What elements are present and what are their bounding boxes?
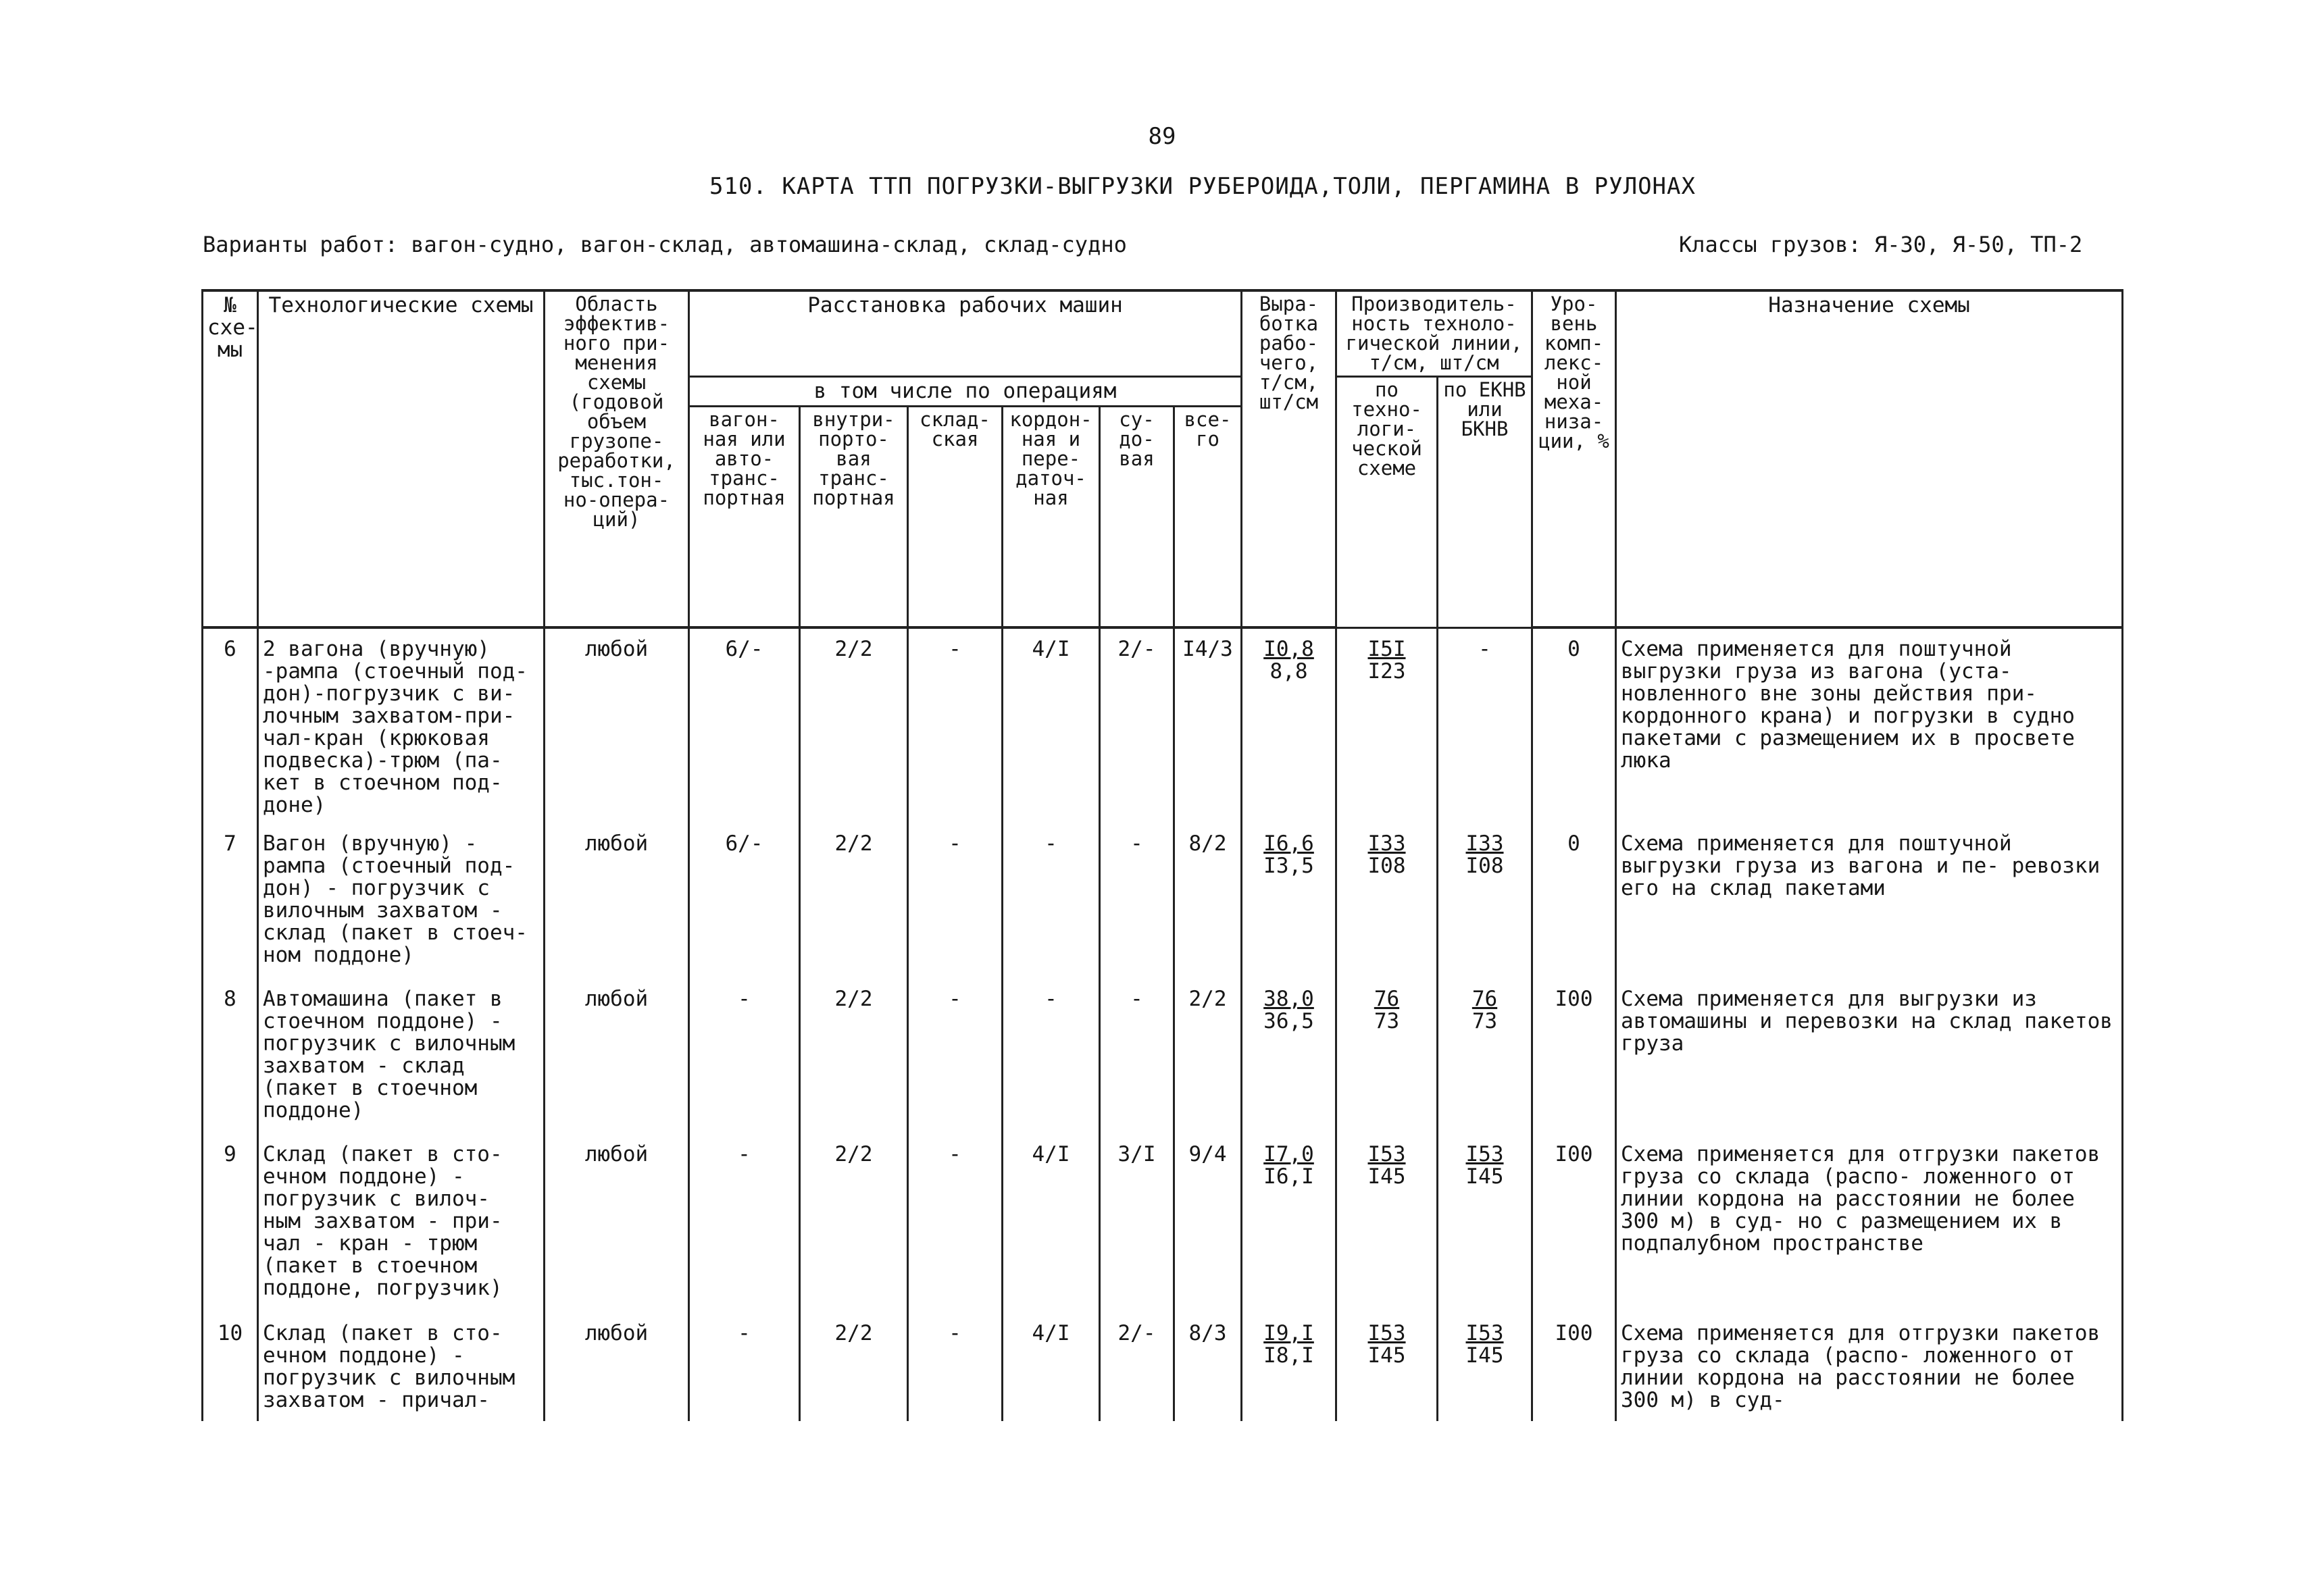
cordon-value: - bbox=[1003, 823, 1100, 979]
eknv-numerator: - bbox=[1478, 636, 1491, 661]
scheme-denominator: I45 bbox=[1367, 1164, 1406, 1189]
table-row bbox=[203, 823, 2123, 979]
eknv-numerator: I53 bbox=[1465, 1321, 1504, 1345]
scheme-number: 6 bbox=[203, 627, 258, 823]
page-number: 89 bbox=[1148, 123, 1176, 150]
total-value: 8/3 bbox=[1174, 1313, 1242, 1421]
productivity-by-scheme bbox=[1336, 1134, 1438, 1313]
intraport-value: 2/2 bbox=[800, 823, 908, 979]
scheme-number: 10 bbox=[203, 1313, 258, 1421]
intraport-value: 2/2 bbox=[800, 627, 908, 823]
productivity-by-eknv bbox=[1438, 627, 1532, 823]
productivity-by-eknv bbox=[1438, 1313, 1532, 1421]
mechanization-level: I00 bbox=[1532, 1313, 1616, 1421]
scheme-numerator: 76 bbox=[1374, 987, 1400, 1011]
scheme-purpose: Схема применяется для поштучной выгрузки груза из вагона и пе- ревозки его на склад пакетами bbox=[1616, 823, 2123, 979]
cordon-value: - bbox=[1003, 979, 1100, 1134]
intraport-value: 2/2 bbox=[800, 1313, 908, 1421]
cordon-value: 4/I bbox=[1003, 1313, 1100, 1421]
scheme-purpose: Схема применяется для отгрузки пакетов груза со склада (распо- ложенного от линии кордона на расстоянии не более 300 м) в суд- bbox=[1616, 1313, 2123, 1421]
header-technological-schemes: Технологические схемы bbox=[258, 290, 545, 627]
mechanization-level: 0 bbox=[1532, 627, 1616, 823]
worker-output bbox=[1242, 1134, 1336, 1313]
output-numerator: I9,I bbox=[1263, 1321, 1314, 1345]
scheme-description: Автомашина (пакет в стоечном поддоне) - погрузчик с вилочным захватом - склад (пакет в стоечном поддоне) bbox=[258, 979, 545, 1134]
scheme-number: 7 bbox=[203, 823, 258, 979]
header-application-area: Область эффектив- ного при- менения схемы (годовой объем грузопе- реработки, тыс.тон- но-опера- ций) bbox=[545, 290, 689, 627]
scheme-description: 2 вагона (вручную) -рампа (стоечный под- дон)-погрузчик с ви- лочным захватом-при- чал-кран (крюковая подвеска)-трюм (па- кет в стоечном под- доне) bbox=[258, 627, 545, 823]
application-area: любой bbox=[545, 823, 689, 979]
eknv-denominator: I45 bbox=[1465, 1164, 1504, 1189]
cargo-classes: Классы грузов: Я-30, Я-50, ТП-2 bbox=[1679, 232, 2083, 257]
warehouse-value: - bbox=[908, 1313, 1003, 1421]
ship-value: - bbox=[1100, 823, 1174, 979]
header-line-productivity: Производитель- ность техноло- гической линии, т/см, шт/см bbox=[1336, 290, 1532, 377]
table-row bbox=[203, 979, 2123, 1134]
scheme-description: Вагон (вручную) - рампа (стоечный под- дон) - погрузчик с вилочным захватом - склад (пакет в стоеч- ном поддоне) bbox=[258, 823, 545, 979]
worker-output bbox=[1242, 627, 1336, 823]
scheme-numerator: I53 bbox=[1367, 1142, 1406, 1166]
total-value: I4/3 bbox=[1174, 627, 1242, 823]
warehouse-value: - bbox=[908, 1134, 1003, 1313]
eknv-numerator: I53 bbox=[1465, 1142, 1504, 1166]
output-denominator: I8,I bbox=[1263, 1343, 1314, 1368]
productivity-by-scheme bbox=[1336, 823, 1438, 979]
header-machine-placement: Расстановка рабочих машин bbox=[689, 290, 1242, 377]
productivity-by-eknv bbox=[1438, 823, 1532, 979]
header-scheme-purpose: Назначение схемы bbox=[1616, 290, 2123, 627]
ship-value: 2/- bbox=[1100, 627, 1174, 823]
eknv-denominator: 73 bbox=[1472, 1009, 1498, 1033]
scheme-table bbox=[201, 289, 2123, 1421]
header-intraport: внутри- порто- вая транс- портная bbox=[800, 407, 908, 628]
scheme-number: 9 bbox=[203, 1134, 258, 1313]
scheme-numerator: I5I bbox=[1367, 636, 1406, 661]
output-numerator: I7,0 bbox=[1263, 1142, 1314, 1166]
ship-value: 3/I bbox=[1100, 1134, 1174, 1313]
mechanization-level: 0 bbox=[1532, 823, 1616, 979]
header-by-scheme: по техно- логи- ческой схеме bbox=[1336, 377, 1438, 628]
eknv-denominator: I45 bbox=[1465, 1343, 1504, 1368]
application-area: любой bbox=[545, 1313, 689, 1421]
application-area: любой bbox=[545, 979, 689, 1134]
eknv-denominator: I08 bbox=[1465, 854, 1504, 878]
ship-value: 2/- bbox=[1100, 1313, 1174, 1421]
wagon-auto-value: 6/- bbox=[689, 627, 800, 823]
scheme-denominator: I08 bbox=[1367, 854, 1406, 878]
productivity-by-eknv bbox=[1438, 979, 1532, 1134]
scheme-numerator: I33 bbox=[1367, 831, 1406, 856]
header-by-eknv: по ЕКНВ или БКНВ bbox=[1438, 377, 1532, 628]
scheme-purpose: Схема применяется для выгрузки из автомашины и перевозки на склад пакетов груза bbox=[1616, 979, 2123, 1134]
output-numerator: 38,0 bbox=[1263, 987, 1314, 1011]
wagon-auto-value: 6/- bbox=[689, 823, 800, 979]
worker-output bbox=[1242, 979, 1336, 1134]
cordon-value: 4/I bbox=[1003, 627, 1100, 823]
eknv-numerator: 76 bbox=[1472, 987, 1498, 1011]
scheme-purpose: Схема применяется для отгрузки пакетов груза со склада (распо- ложенного от линии кордона на расстоянии не более 300 м) в суд- но с размещением их в подпалубном пространстве bbox=[1616, 1134, 2123, 1313]
total-value: 8/2 bbox=[1174, 823, 1242, 979]
header-mechanization-level: Уро- вень комп- лекс- ной меха- низа- ции, % bbox=[1532, 290, 1616, 627]
scheme-denominator: I45 bbox=[1367, 1343, 1406, 1368]
scheme-number: 8 bbox=[203, 979, 258, 1134]
productivity-by-scheme bbox=[1336, 979, 1438, 1134]
eknv-numerator: I33 bbox=[1465, 831, 1504, 856]
header-including-operations: в том числе по операциям bbox=[689, 377, 1242, 407]
productivity-by-eknv bbox=[1438, 1134, 1532, 1313]
output-numerator: I0,8 bbox=[1263, 637, 1314, 661]
warehouse-value: - bbox=[908, 627, 1003, 823]
scheme-description: Склад (пакет в сто- ечном поддоне) - погрузчик с вилочным захватом - причал- bbox=[258, 1313, 545, 1421]
table-row bbox=[203, 627, 2123, 823]
intraport-value: 2/2 bbox=[800, 1134, 908, 1313]
productivity-by-scheme bbox=[1336, 627, 1438, 823]
total-value: 2/2 bbox=[1174, 979, 1242, 1134]
total-value: 9/4 bbox=[1174, 1134, 1242, 1313]
warehouse-value: - bbox=[908, 823, 1003, 979]
output-denominator: 8,8 bbox=[1269, 659, 1308, 684]
worker-output bbox=[1242, 823, 1336, 979]
scheme-purpose: Схема применяется для поштучной выгрузки груза из вагона (уста- новленного вне зоны действия при- кордонного крана) и погрузки в судно пакетами с размещением их в просвете люка bbox=[1616, 627, 2123, 823]
header-warehouse: склад- ская bbox=[908, 407, 1003, 628]
header-cordon: кордон- ная и пере- даточ- ная bbox=[1003, 407, 1100, 628]
output-numerator: I6,6 bbox=[1263, 831, 1314, 856]
table-row bbox=[203, 1134, 2123, 1313]
scheme-denominator: I23 bbox=[1367, 659, 1406, 684]
ship-value: - bbox=[1100, 979, 1174, 1134]
header-worker-output: Выра- ботка рабо- чего, т/см, шт/см bbox=[1242, 290, 1336, 627]
worker-output bbox=[1242, 1313, 1336, 1421]
mechanization-level: I00 bbox=[1532, 1134, 1616, 1313]
mechanization-level: I00 bbox=[1532, 979, 1616, 1134]
wagon-auto-value: - bbox=[689, 979, 800, 1134]
intraport-value: 2/2 bbox=[800, 979, 908, 1134]
warehouse-value: - bbox=[908, 979, 1003, 1134]
output-denominator: I3,5 bbox=[1263, 854, 1314, 878]
productivity-by-scheme bbox=[1336, 1313, 1438, 1421]
output-denominator: I6,I bbox=[1263, 1164, 1314, 1189]
application-area: любой bbox=[545, 1134, 689, 1313]
header-wagon-auto: вагон- ная или авто- транс- портная bbox=[689, 407, 800, 628]
header-ship: су- до- вая bbox=[1100, 407, 1174, 628]
application-area: любой bbox=[545, 627, 689, 823]
header-total: все- го bbox=[1174, 407, 1242, 628]
work-variants: Варианты работ: вагон-судно, вагон-склад, автомашина-склад, склад-судно bbox=[203, 232, 1127, 257]
wagon-auto-value: - bbox=[689, 1134, 800, 1313]
wagon-auto-value: - bbox=[689, 1313, 800, 1421]
scheme-numerator: I53 bbox=[1367, 1321, 1406, 1345]
scheme-description: Склад (пакет в сто- ечном поддоне) - погрузчик с вилоч- ным захватом - при- чал - кран - трюм (пакет в стоечном поддоне, погрузчик) bbox=[258, 1134, 545, 1313]
scheme-denominator: 73 bbox=[1374, 1009, 1400, 1033]
output-denominator: 36,5 bbox=[1263, 1009, 1314, 1033]
header-scheme-number: № схе- мы bbox=[203, 290, 258, 627]
page-title: 510. КАРТА ТТП ПОГРУЗКИ-ВЫГРУЗКИ РУБЕРОИДА,ТОЛИ, ПЕРГАМИНА В РУЛОНАХ bbox=[709, 173, 1696, 200]
cordon-value: 4/I bbox=[1003, 1134, 1100, 1313]
table-row bbox=[203, 1313, 2123, 1421]
